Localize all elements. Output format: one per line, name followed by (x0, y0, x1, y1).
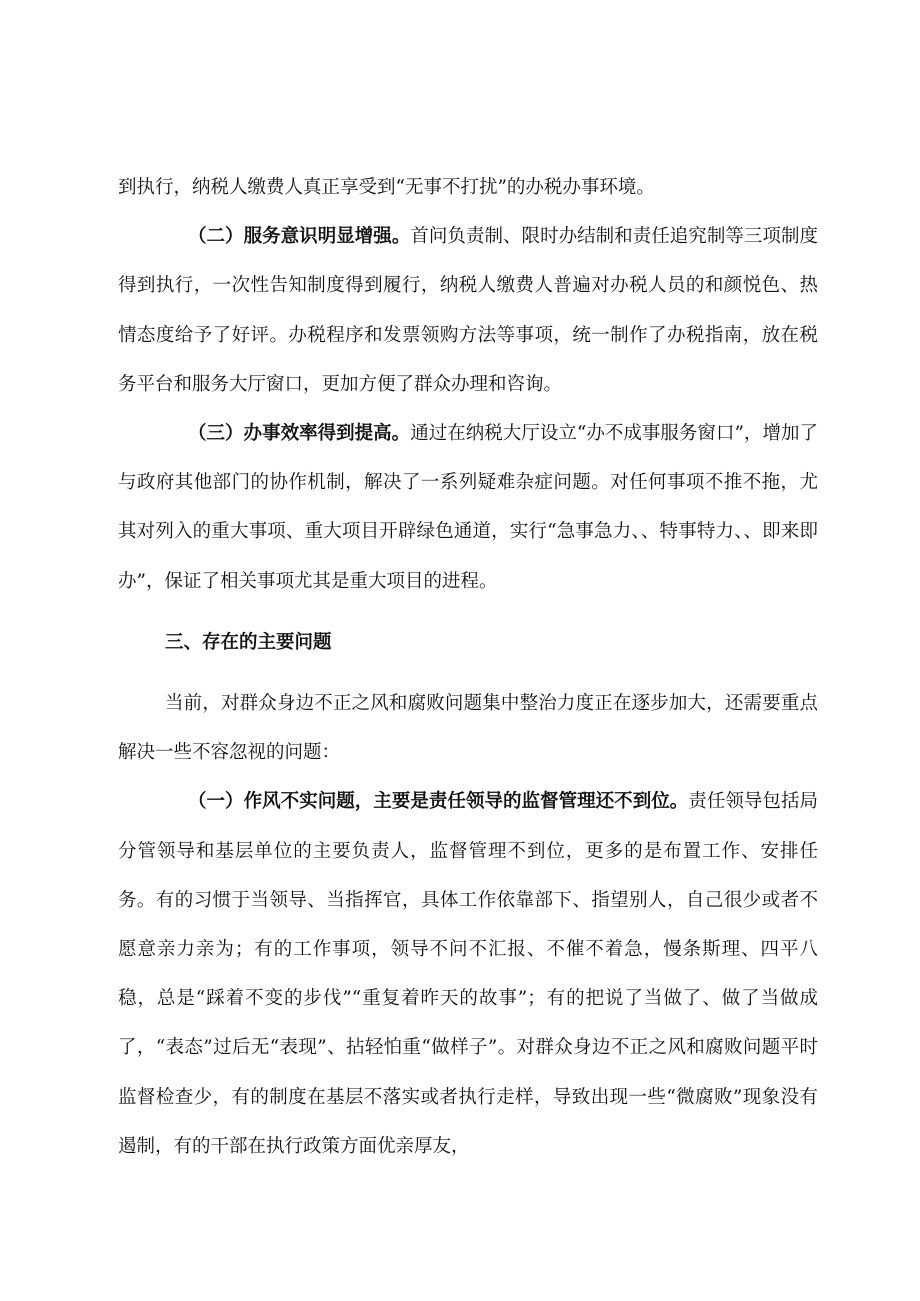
paragraph-continuation (118, 163, 818, 212)
paragraph-text: 到执行，纳税人缴费人真正享受到“无事不打扰”的办税办事环境。 (118, 177, 655, 198)
paragraph-text: 责任领导包括局分管领导和基层单位的主要负责人，监督管理不到位，更多的是布置工作、安排任务。有的习惯于当领导、当指挥官，具体工作依靠部下、指望别人，自己很少或者不愿意亲力亲为；有的工作事项，领导不问不汇报、不催不着急，慢条斯理、四平八稳，总是“踩着不变的步伐”“重复着昨天的故事”；有的把说了当做了、做了当做成了，“表态”过后无“表现”、拈轻怕重“做样子”。对群众身边不正之风和腐败问题平时监督检查少，有的制度在基层不落实或者执行走样，导致出现一些“微腐败”现象没有遏制，有的干部在执行政策方面优亲厚友， (118, 791, 818, 1157)
paragraph-lead: （一）作风不实问题，主要是责任领导的监督管理还不到位。 (188, 791, 689, 813)
paragraph-efficiency (118, 409, 818, 606)
paragraph-intro (118, 679, 818, 777)
paragraph-lead: （二）服务意识明显增强。 (188, 226, 411, 248)
paragraph-text: 通过在纳税大厅设立“办不成事服务窗口”，增加了与政府其他部门的协作机制，解决了一系列疑难杂症问题。对任何事项不推不拖，尤其对列入的重大事项、重大项目开辟绿色通道，实行“急事急力、、特事特力、、即来即办”，保证了相关事项尤其是重大项目的进程。 (118, 423, 818, 592)
section-heading-text: 三、存在的主要问题 (165, 631, 332, 653)
paragraph-text: 首问负责制、限时办结制和责任追究制等三项制度得到执行，一次性告知制度得到履行，纳税人缴费人普遍对办税人员的和颜悦色、热情态度给予了好评。办税程序和发票领购方法等事项，统一制作了办税指南，放在税务平台和服务大厅窗口，更加方便了群众办理和咨询。 (118, 226, 818, 395)
document-body (118, 163, 818, 1171)
paragraph-lead: （三）办事效率得到提高。 (188, 423, 411, 445)
paragraph-service-awareness (118, 212, 818, 409)
paragraph-work-style (118, 777, 818, 1171)
paragraph-text: 当前，对群众身边不正之风和腐败问题集中整治力度正在逐步加大，还需要重点解决一些不容忽视的问题： (118, 693, 818, 764)
section-heading (118, 618, 818, 667)
